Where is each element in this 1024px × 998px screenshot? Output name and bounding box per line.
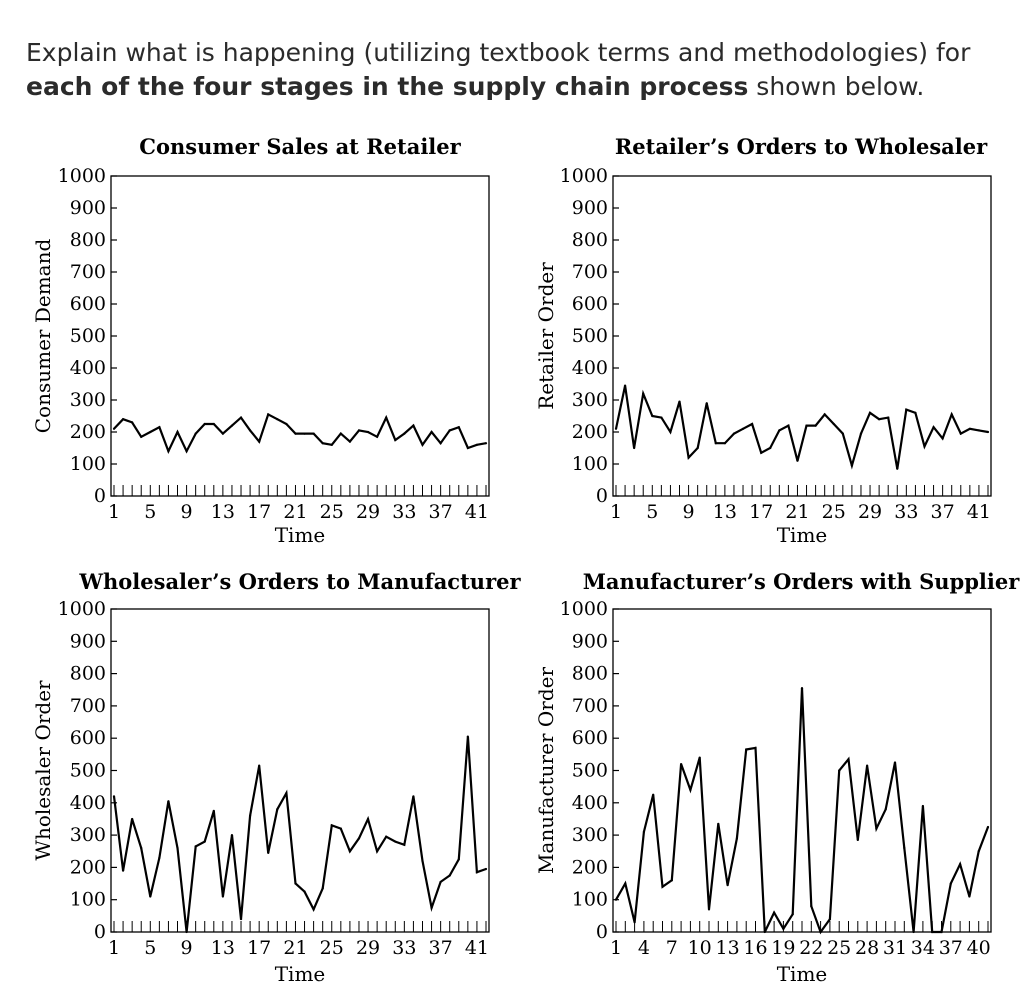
manufacturer-orders-x-axis-label: Time <box>776 962 828 986</box>
manufacturer-orders-data-point <box>820 931 822 933</box>
wholesaler-orders-data-point <box>376 850 378 852</box>
wholesaler-orders-data-point <box>485 868 487 870</box>
consumer-sales-x-tick-label: 25 <box>319 501 344 523</box>
manufacturer-orders-data-point <box>913 931 915 933</box>
consumer-sales-series-line <box>114 414 486 451</box>
retailer-orders-plot-frame <box>613 176 991 496</box>
consumer-sales-chart <box>31 134 489 547</box>
wholesaler-orders-y-tick-label: 100 <box>69 888 106 911</box>
wholesaler-orders-data-point <box>440 881 442 883</box>
consumer-sales-data-point <box>331 444 333 446</box>
manufacturer-orders-data-point <box>652 794 654 796</box>
manufacturer-orders-y-axis-label: Manufacturer Order <box>534 666 558 875</box>
wholesaler-orders-data-point <box>204 840 206 842</box>
manufacturer-orders-data-point <box>950 882 952 884</box>
manufacturer-orders-data-point <box>838 769 840 771</box>
manufacturer-orders-y-tick-label: 100 <box>571 888 608 911</box>
retailer-orders-data-point <box>896 468 898 470</box>
retailer-orders-data-point <box>887 417 889 419</box>
consumer-sales-data-point <box>222 433 224 435</box>
consumer-sales-y-tick-label: 100 <box>69 453 106 475</box>
retailer-orders-data-point <box>987 431 989 433</box>
consumer-sales-data-point <box>458 426 460 428</box>
consumer-sales-data-point <box>440 442 442 444</box>
wholesaler-orders-y-tick-label: 700 <box>69 694 106 717</box>
retailer-orders-x-tick-label: 17 <box>749 501 774 523</box>
retailer-orders-data-point <box>842 433 844 435</box>
manufacturer-orders-x-tick-label: 34 <box>910 937 935 959</box>
manufacturer-orders-x-tick-label: 7 <box>665 937 678 959</box>
manufacturer-orders-y-tick-label: 300 <box>571 824 608 847</box>
manufacturer-orders-x-tick-label: 1 <box>609 937 623 959</box>
manufacturer-orders-data-point <box>987 826 989 828</box>
manufacturer-orders-data-point <box>866 765 868 767</box>
retailer-orders-x-tick-label: 9 <box>682 501 695 523</box>
consumer-sales-data-point <box>385 417 387 419</box>
consumer-sales-x-tick-label: 17 <box>247 501 272 523</box>
consumer-sales-y-tick-label: 900 <box>69 197 106 219</box>
retailer-orders-data-point <box>833 423 835 425</box>
manufacturer-orders-data-point <box>903 847 905 849</box>
wholesaler-orders-data-point <box>122 870 124 872</box>
retailer-orders-x-tick-label: 29 <box>857 501 883 523</box>
wholesaler-orders-data-point <box>258 765 260 767</box>
consumer-sales-data-point <box>367 431 369 433</box>
manufacturer-orders-data-point <box>829 918 831 920</box>
question-rest: shown below. <box>748 72 925 101</box>
consumer-sales-y-tick-label: 200 <box>69 421 106 443</box>
retailer-orders-data-point <box>815 425 817 427</box>
wholesaler-orders-x-tick-label: 9 <box>180 937 193 959</box>
retailer-orders-data-point <box>651 415 653 417</box>
wholesaler-orders-data-point <box>195 845 197 847</box>
manufacturer-orders-data-point <box>931 931 933 933</box>
manufacturer-orders-data-point <box>959 863 961 865</box>
wholesaler-orders-data-point <box>331 824 333 826</box>
wholesaler-orders-y-tick-label: 1000 <box>57 598 106 620</box>
retailer-orders-y-tick-label: 900 <box>571 197 608 219</box>
consumer-sales-data-point <box>240 417 242 419</box>
consumer-sales-title: Consumer Sales at Retailer <box>139 134 461 159</box>
consumer-sales-x-tick-label: 1 <box>107 501 121 523</box>
wholesaler-orders-data-point <box>167 800 169 802</box>
manufacturer-orders-data-point <box>782 928 784 930</box>
retailer-orders-data-point <box>660 417 662 419</box>
wholesaler-orders-data-point <box>349 850 351 852</box>
wholesaler-orders-data-point <box>231 834 233 836</box>
retailer-orders-x-tick-label: 21 <box>785 501 810 523</box>
manufacturer-orders-chart <box>534 569 1020 986</box>
wholesaler-orders-y-tick-label: 800 <box>69 662 106 685</box>
retailer-orders-data-point <box>706 402 708 404</box>
consumer-sales-x-tick-label: 33 <box>392 501 417 523</box>
consumer-sales-x-tick-label: 21 <box>283 501 308 523</box>
manufacturer-orders-plot-frame <box>613 609 991 932</box>
wholesaler-orders-data-point <box>222 895 224 897</box>
consumer-sales-data-point <box>122 418 124 420</box>
consumer-sales-data-point <box>258 441 260 443</box>
consumer-sales-data-point <box>349 441 351 443</box>
consumer-sales-data-point <box>394 439 396 441</box>
wholesaler-orders-x-tick-label: 21 <box>283 937 308 959</box>
consumer-sales-y-tick-label: 700 <box>69 261 106 283</box>
consumer-sales-data-point <box>213 423 215 425</box>
manufacturer-orders-data-point <box>792 913 794 915</box>
consumer-sales-data-point <box>285 423 287 425</box>
consumer-sales-data-point <box>313 433 315 435</box>
wholesaler-orders-data-point <box>176 847 178 849</box>
manufacturer-orders-y-tick-label: 700 <box>571 694 608 717</box>
wholesaler-orders-x-tick-label: 37 <box>428 937 453 959</box>
consumer-sales-x-tick-label: 5 <box>144 501 157 523</box>
manufacturer-orders-data-point <box>634 921 636 923</box>
wholesaler-orders-y-tick-label: 500 <box>69 759 106 782</box>
retailer-orders-data-point <box>742 428 744 430</box>
wholesaler-orders-title: Wholesaler’s Orders to Manufacturer <box>79 569 521 594</box>
wholesaler-orders-data-point <box>421 860 423 862</box>
manufacturer-orders-data-point <box>736 837 738 839</box>
wholesaler-orders-data-point <box>267 852 269 854</box>
wholesaler-orders-x-tick-label: 13 <box>210 937 235 959</box>
consumer-sales-x-axis-label: Time <box>274 523 326 547</box>
retailer-orders-data-point <box>978 429 980 431</box>
consumer-sales-x-tick-label: 13 <box>210 501 235 523</box>
retailer-orders-data-point <box>878 418 880 420</box>
retailer-orders-data-point <box>787 425 789 427</box>
wholesaler-orders-data-point <box>403 844 405 846</box>
wholesaler-orders-series-line <box>114 737 486 932</box>
wholesaler-orders-x-tick-label: 25 <box>319 937 344 959</box>
consumer-sales-data-point <box>421 444 423 446</box>
retailer-orders-data-point <box>724 442 726 444</box>
retailer-orders-data-point <box>796 460 798 462</box>
retailer-orders-data-point <box>932 426 934 428</box>
manufacturer-orders-x-tick-label: 28 <box>855 937 880 959</box>
manufacturer-orders-x-tick-label: 10 <box>687 937 712 959</box>
manufacturer-orders-data-point <box>773 912 775 914</box>
retailer-orders-x-tick-label: 25 <box>821 501 846 523</box>
retailer-orders-data-point <box>778 429 780 431</box>
consumer-sales-data-point <box>294 433 296 435</box>
manufacturer-orders-data-point <box>717 823 719 825</box>
retailer-orders-y-tick-label: 700 <box>571 261 608 283</box>
consumer-sales-data-point <box>195 433 197 435</box>
retailer-orders-x-tick-label: 13 <box>712 501 737 523</box>
consumer-sales-data-point <box>140 436 142 438</box>
consumer-sales-data-point <box>185 450 187 452</box>
consumer-sales-x-tick-label: 41 <box>464 501 490 523</box>
wholesaler-orders-plot-frame <box>111 609 489 932</box>
retailer-orders-data-point <box>960 433 962 435</box>
manufacturer-orders-x-tick-label: 40 <box>966 937 991 959</box>
wholesaler-orders-chart <box>31 569 521 986</box>
consumer-sales-data-point <box>176 431 178 433</box>
retailer-orders-x-tick-label: 1 <box>609 501 623 523</box>
retailer-orders-x-tick-label: 41 <box>966 501 992 523</box>
wholesaler-orders-x-tick-label: 41 <box>464 937 490 959</box>
consumer-sales-data-point <box>467 447 469 449</box>
wholesaler-orders-data-point <box>276 808 278 810</box>
manufacturer-orders-data-point <box>978 850 980 852</box>
consumer-sales-data-point <box>249 429 251 431</box>
consumer-sales-data-point <box>358 429 360 431</box>
manufacturer-orders-data-point <box>754 747 756 749</box>
retailer-orders-data-point <box>687 457 689 459</box>
consumer-sales-y-tick-label: 0 <box>93 485 106 507</box>
wholesaler-orders-x-tick-label: 33 <box>392 937 417 959</box>
wholesaler-orders-y-tick-label: 600 <box>69 727 106 750</box>
retailer-orders-data-point <box>942 437 944 439</box>
wholesaler-orders-data-point <box>149 895 151 897</box>
wholesaler-orders-data-point <box>240 918 242 920</box>
retailer-orders-y-tick-label: 100 <box>571 453 608 475</box>
manufacturer-orders-y-tick-label: 500 <box>571 759 608 782</box>
wholesaler-orders-x-tick-label: 17 <box>247 937 272 959</box>
retailer-orders-data-point <box>760 452 762 454</box>
retailer-orders-data-point <box>969 428 971 430</box>
retailer-orders-data-point <box>733 433 735 435</box>
wholesaler-orders-data-point <box>467 735 469 737</box>
manufacturer-orders-x-tick-label: 37 <box>938 937 963 959</box>
manufacturer-orders-data-point <box>708 908 710 910</box>
wholesaler-orders-data-point <box>367 818 369 820</box>
wholesaler-orders-data-point <box>313 908 315 910</box>
retailer-orders-y-tick-label: 600 <box>571 293 608 315</box>
consumer-sales-y-tick-label: 600 <box>69 293 106 315</box>
wholesaler-orders-y-tick-label: 0 <box>93 921 106 943</box>
wholesaler-orders-data-point <box>158 857 160 859</box>
manufacturer-orders-data-point <box>810 905 812 907</box>
retailer-orders-data-point <box>633 447 635 449</box>
wholesaler-orders-y-tick-label: 400 <box>69 791 106 814</box>
wholesaler-orders-data-point <box>340 828 342 830</box>
wholesaler-orders-data-point <box>294 882 296 884</box>
manufacturer-orders-data-point <box>624 882 626 884</box>
manufacturer-orders-x-tick-label: 25 <box>827 937 852 959</box>
retailer-orders-data-point <box>624 385 626 387</box>
manufacturer-orders-title: Manufacturer’s Orders with Supplier <box>582 569 1020 594</box>
retailer-orders-data-point <box>751 423 753 425</box>
consumer-sales-x-tick-label: 37 <box>428 501 453 523</box>
manufacturer-orders-y-tick-label: 600 <box>571 727 608 750</box>
retailer-orders-data-point <box>715 442 717 444</box>
wholesaler-orders-data-point <box>249 815 251 817</box>
consumer-sales-data-point <box>430 431 432 433</box>
retailer-orders-series-line <box>616 386 988 469</box>
consumer-sales-y-tick-label: 400 <box>69 357 106 379</box>
consumer-sales-data-point <box>376 436 378 438</box>
retailer-orders-data-point <box>905 409 907 411</box>
manufacturer-orders-data-point <box>968 895 970 897</box>
retailer-orders-y-tick-label: 0 <box>595 485 608 507</box>
wholesaler-orders-y-axis-label: Wholesaler Order <box>31 680 55 861</box>
manufacturer-orders-data-point <box>671 879 673 881</box>
manufacturer-orders-y-tick-label: 1000 <box>559 598 608 620</box>
wholesaler-orders-data-point <box>113 795 115 797</box>
consumer-sales-data-point <box>267 413 269 415</box>
wholesaler-orders-data-point <box>140 847 142 849</box>
manufacturer-orders-series-line <box>616 688 988 932</box>
retailer-orders-y-tick-label: 500 <box>571 325 608 347</box>
retailer-orders-data-point <box>860 433 862 435</box>
wholesaler-orders-x-tick-label: 5 <box>144 937 157 959</box>
manufacturer-orders-data-point <box>847 758 849 760</box>
manufacturer-orders-data-point <box>643 831 645 833</box>
consumer-sales-x-tick-label: 9 <box>180 501 193 523</box>
consumer-sales-data-point <box>303 433 305 435</box>
consumer-sales-x-tick-label: 29 <box>355 501 381 523</box>
consumer-sales-data-point <box>322 442 324 444</box>
manufacturer-orders-x-tick-label: 22 <box>799 937 824 959</box>
retailer-orders-y-tick-label: 300 <box>571 389 608 411</box>
wholesaler-orders-data-point <box>449 874 451 876</box>
retailer-orders-x-tick-label: 33 <box>894 501 919 523</box>
manufacturer-orders-data-point <box>885 808 887 810</box>
manufacturer-orders-data-point <box>764 931 766 933</box>
retailer-orders-data-point <box>923 445 925 447</box>
wholesaler-orders-y-tick-label: 300 <box>69 824 106 847</box>
retailer-orders-data-point <box>851 465 853 467</box>
consumer-sales-data-point <box>131 421 133 423</box>
question-line-1: Explain what is happening (utilizing textbook terms and methodologies) for <box>26 38 971 67</box>
manufacturer-orders-data-point <box>940 931 942 933</box>
consumer-sales-data-point <box>476 444 478 446</box>
manufacturer-orders-data-point <box>857 839 859 841</box>
consumer-sales-y-tick-label: 500 <box>69 325 106 347</box>
consumer-sales-data-point <box>204 423 206 425</box>
wholesaler-orders-data-point <box>213 810 215 812</box>
retailer-orders-data-point <box>951 413 953 415</box>
consumer-sales-data-point <box>231 425 233 427</box>
manufacturer-orders-data-point <box>615 899 617 901</box>
manufacturer-orders-data-point <box>699 756 701 758</box>
manufacturer-orders-data-point <box>801 687 803 689</box>
wholesaler-orders-data-point <box>430 907 432 909</box>
retailer-orders-data-point <box>642 393 644 395</box>
retailer-orders-x-tick-label: 5 <box>646 501 659 523</box>
consumer-sales-y-axis-label: Consumer Demand <box>31 238 55 434</box>
manufacturer-orders-y-tick-label: 400 <box>571 791 608 814</box>
manufacturer-orders-x-tick-label: 13 <box>715 937 740 959</box>
manufacturer-orders-y-tick-label: 800 <box>571 662 608 685</box>
retailer-orders-data-point <box>697 447 699 449</box>
retailer-orders-y-tick-label: 800 <box>571 229 608 251</box>
consumer-sales-data-point <box>167 450 169 452</box>
manufacturer-orders-data-point <box>875 828 877 830</box>
consumer-sales-data-point <box>340 433 342 435</box>
manufacturer-orders-data-point <box>745 748 747 750</box>
manufacturer-orders-data-point <box>661 886 663 888</box>
wholesaler-orders-x-tick-label: 29 <box>355 937 381 959</box>
retailer-orders-chart <box>534 134 991 547</box>
retailer-orders-x-axis-label: Time <box>776 523 828 547</box>
wholesaler-orders-data-point <box>476 871 478 873</box>
retailer-orders-x-tick-label: 37 <box>930 501 955 523</box>
consumer-sales-data-point <box>276 418 278 420</box>
manufacturer-orders-x-tick-label: 31 <box>882 937 908 959</box>
retailer-orders-y-axis-label: Retailer Order <box>534 262 558 410</box>
retailer-orders-data-point <box>805 425 807 427</box>
wholesaler-orders-data-point <box>458 858 460 860</box>
manufacturer-orders-data-point <box>689 789 691 791</box>
wholesaler-orders-data-point <box>358 837 360 839</box>
retailer-orders-title: Retailer’s Orders to Wholesaler <box>614 134 988 159</box>
manufacturer-orders-y-tick-label: 900 <box>571 630 608 653</box>
wholesaler-orders-y-tick-label: 200 <box>69 856 106 879</box>
consumer-sales-data-point <box>158 426 160 428</box>
consumer-sales-data-point <box>449 429 451 431</box>
wholesaler-orders-data-point <box>385 836 387 838</box>
wholesaler-orders-y-tick-label: 900 <box>69 630 106 653</box>
consumer-sales-data-point <box>113 428 115 430</box>
manufacturer-orders-x-tick-label: 4 <box>637 937 650 959</box>
retailer-orders-data-point <box>824 413 826 415</box>
manufacturer-orders-y-tick-label: 0 <box>595 921 608 943</box>
consumer-sales-data-point <box>485 442 487 444</box>
wholesaler-orders-data-point <box>185 931 187 933</box>
retailer-orders-y-tick-label: 400 <box>571 357 608 379</box>
wholesaler-orders-data-point <box>131 818 133 820</box>
retailer-orders-y-tick-label: 1000 <box>559 165 608 187</box>
retailer-orders-data-point <box>615 428 617 430</box>
retailer-orders-data-point <box>869 412 871 414</box>
consumer-sales-y-tick-label: 1000 <box>57 165 106 187</box>
consumer-sales-data-point <box>412 425 414 427</box>
manufacturer-orders-data-point <box>894 761 896 763</box>
retailer-orders-data-point <box>914 412 916 414</box>
consumer-sales-data-point <box>403 433 405 435</box>
consumer-sales-y-tick-label: 800 <box>69 229 106 251</box>
question-bold-phrase: each of the four stages in the supply chain process <box>26 72 749 101</box>
retailer-orders-y-tick-label: 200 <box>571 421 608 443</box>
manufacturer-orders-data-point <box>922 805 924 807</box>
wholesaler-orders-data-point <box>322 887 324 889</box>
wholesaler-orders-x-tick-label: 1 <box>107 937 121 959</box>
wholesaler-orders-data-point <box>285 792 287 794</box>
manufacturer-orders-x-tick-label: 16 <box>743 937 768 959</box>
manufacturer-orders-x-tick-label: 19 <box>771 937 796 959</box>
manufacturer-orders-data-point <box>727 884 729 886</box>
manufacturer-orders-y-tick-label: 200 <box>571 856 608 879</box>
retailer-orders-data-point <box>769 447 771 449</box>
wholesaler-orders-data-point <box>412 795 414 797</box>
consumer-sales-y-tick-label: 300 <box>69 389 106 411</box>
retailer-orders-data-point <box>669 431 671 433</box>
consumer-sales-data-point <box>149 431 151 433</box>
retailer-orders-data-point <box>678 401 680 403</box>
wholesaler-orders-data-point <box>394 840 396 842</box>
wholesaler-orders-x-axis-label: Time <box>274 962 326 986</box>
manufacturer-orders-data-point <box>680 763 682 765</box>
wholesaler-orders-data-point <box>303 891 305 893</box>
